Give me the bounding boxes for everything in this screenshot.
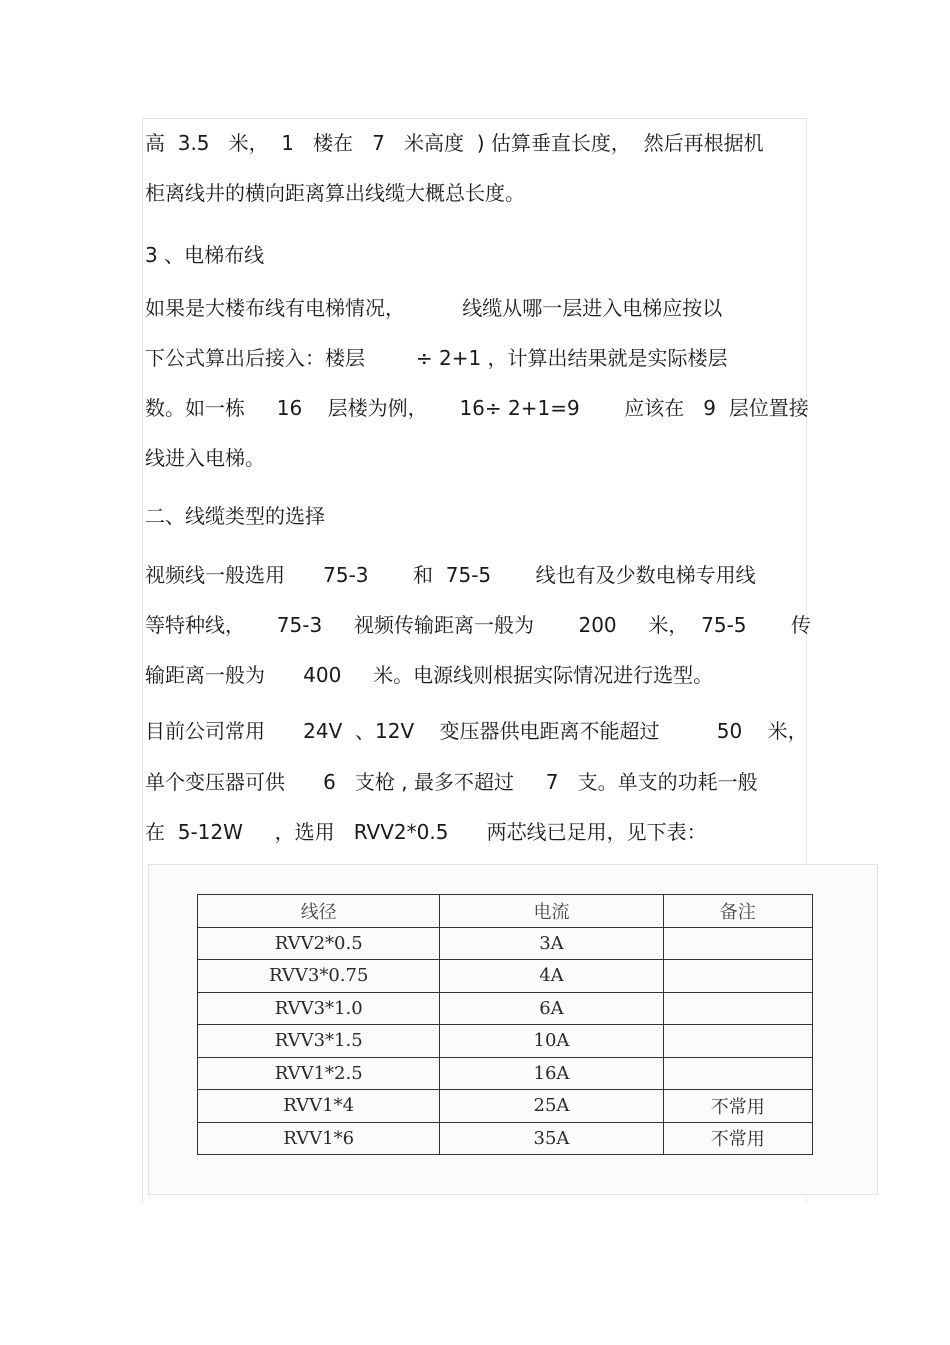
cell-remarks — [663, 1025, 812, 1058]
cell-current: 3A — [440, 927, 663, 960]
cable-table-image — [148, 864, 878, 1195]
text-line: 如果是大楼布线有电梯情况， 线缆从哪一层进入电梯应按以 — [145, 296, 723, 320]
table-header-row — [198, 895, 813, 928]
cell-wire-gauge: RVV3*1.0 — [198, 992, 440, 1025]
cell-wire-gauge: RVV3*1.5 — [198, 1025, 440, 1058]
text-line: 在 5-12W ，选用 RVV2*0.5 两芯线已足用，见下表： — [145, 820, 707, 844]
cell-wire-gauge: RVV2*0.5 — [198, 927, 440, 960]
table-row — [198, 1057, 813, 1090]
text-line: 目前公司常用 24V 、12V 变压器供电距离不能超过 50 米， — [145, 719, 808, 743]
text-line: 下公式算出后接入：楼层 ÷ 2+1 ，计算出结果就是实际楼层 — [145, 346, 728, 370]
cell-remarks — [663, 1057, 812, 1090]
cell-wire-gauge: RVV1*4 — [198, 1090, 440, 1123]
text-line: 数。如一栋 16 层楼为例， 16÷ 2+1=9 应该在 9 层位置接 — [145, 396, 809, 420]
section-heading: 3 、电梯布线 — [145, 243, 265, 267]
cell-current: 10A — [440, 1025, 663, 1058]
cell-remarks: 不常用 — [663, 1122, 812, 1155]
text-line: 线进入电梯。 — [145, 446, 265, 470]
table-row — [198, 960, 813, 993]
cell-current: 16A — [440, 1057, 663, 1090]
text-line: 柜离线井的横向距离算出线缆大概总长度。 — [145, 181, 525, 205]
text-line: 单个变压器可供 6 支枪 , 最多不超过 7 支。单支的功耗一般 — [145, 770, 758, 794]
text-line: 视频线一般选用 75-3 和 75-5 线也有及少数电梯专用线 — [145, 563, 756, 587]
cable-spec-table — [197, 894, 813, 1155]
page-border-top — [142, 118, 807, 119]
cell-wire-gauge: RVV1*6 — [198, 1122, 440, 1155]
cell-remarks — [663, 960, 812, 993]
cell-current: 6A — [440, 992, 663, 1025]
cell-current: 25A — [440, 1090, 663, 1123]
cell-current: 4A — [440, 960, 663, 993]
cell-remarks — [663, 927, 812, 960]
table-row — [198, 1025, 813, 1058]
cell-remarks — [663, 992, 812, 1025]
page-border-left — [142, 118, 143, 1203]
text-line: 等特种线， 75-3 视频传输距离一般为 200 米， 75-5 传 — [145, 613, 812, 637]
table-row — [198, 927, 813, 960]
cell-wire-gauge: RVV3*0.75 — [198, 960, 440, 993]
text-line: 高 3.5 米， 1 楼在 7 米高度 ) 估算垂直长度， 然后再根据机 — [145, 131, 764, 155]
text-line: 输距离一般为 400 米。电源线则根据实际情况进行选型。 — [145, 663, 714, 687]
section-heading: 二、线缆类型的选择 — [145, 504, 325, 528]
cell-remarks: 不常用 — [663, 1090, 812, 1123]
cell-wire-gauge: RVV1*2.5 — [198, 1057, 440, 1090]
cell-current: 35A — [440, 1122, 663, 1155]
table-row — [198, 1090, 813, 1123]
table-row — [198, 1122, 813, 1155]
header-current: 电流 — [440, 895, 663, 928]
header-wire-gauge: 线径 — [198, 895, 440, 928]
header-remarks: 备注 — [663, 895, 812, 928]
table-row — [198, 992, 813, 1025]
